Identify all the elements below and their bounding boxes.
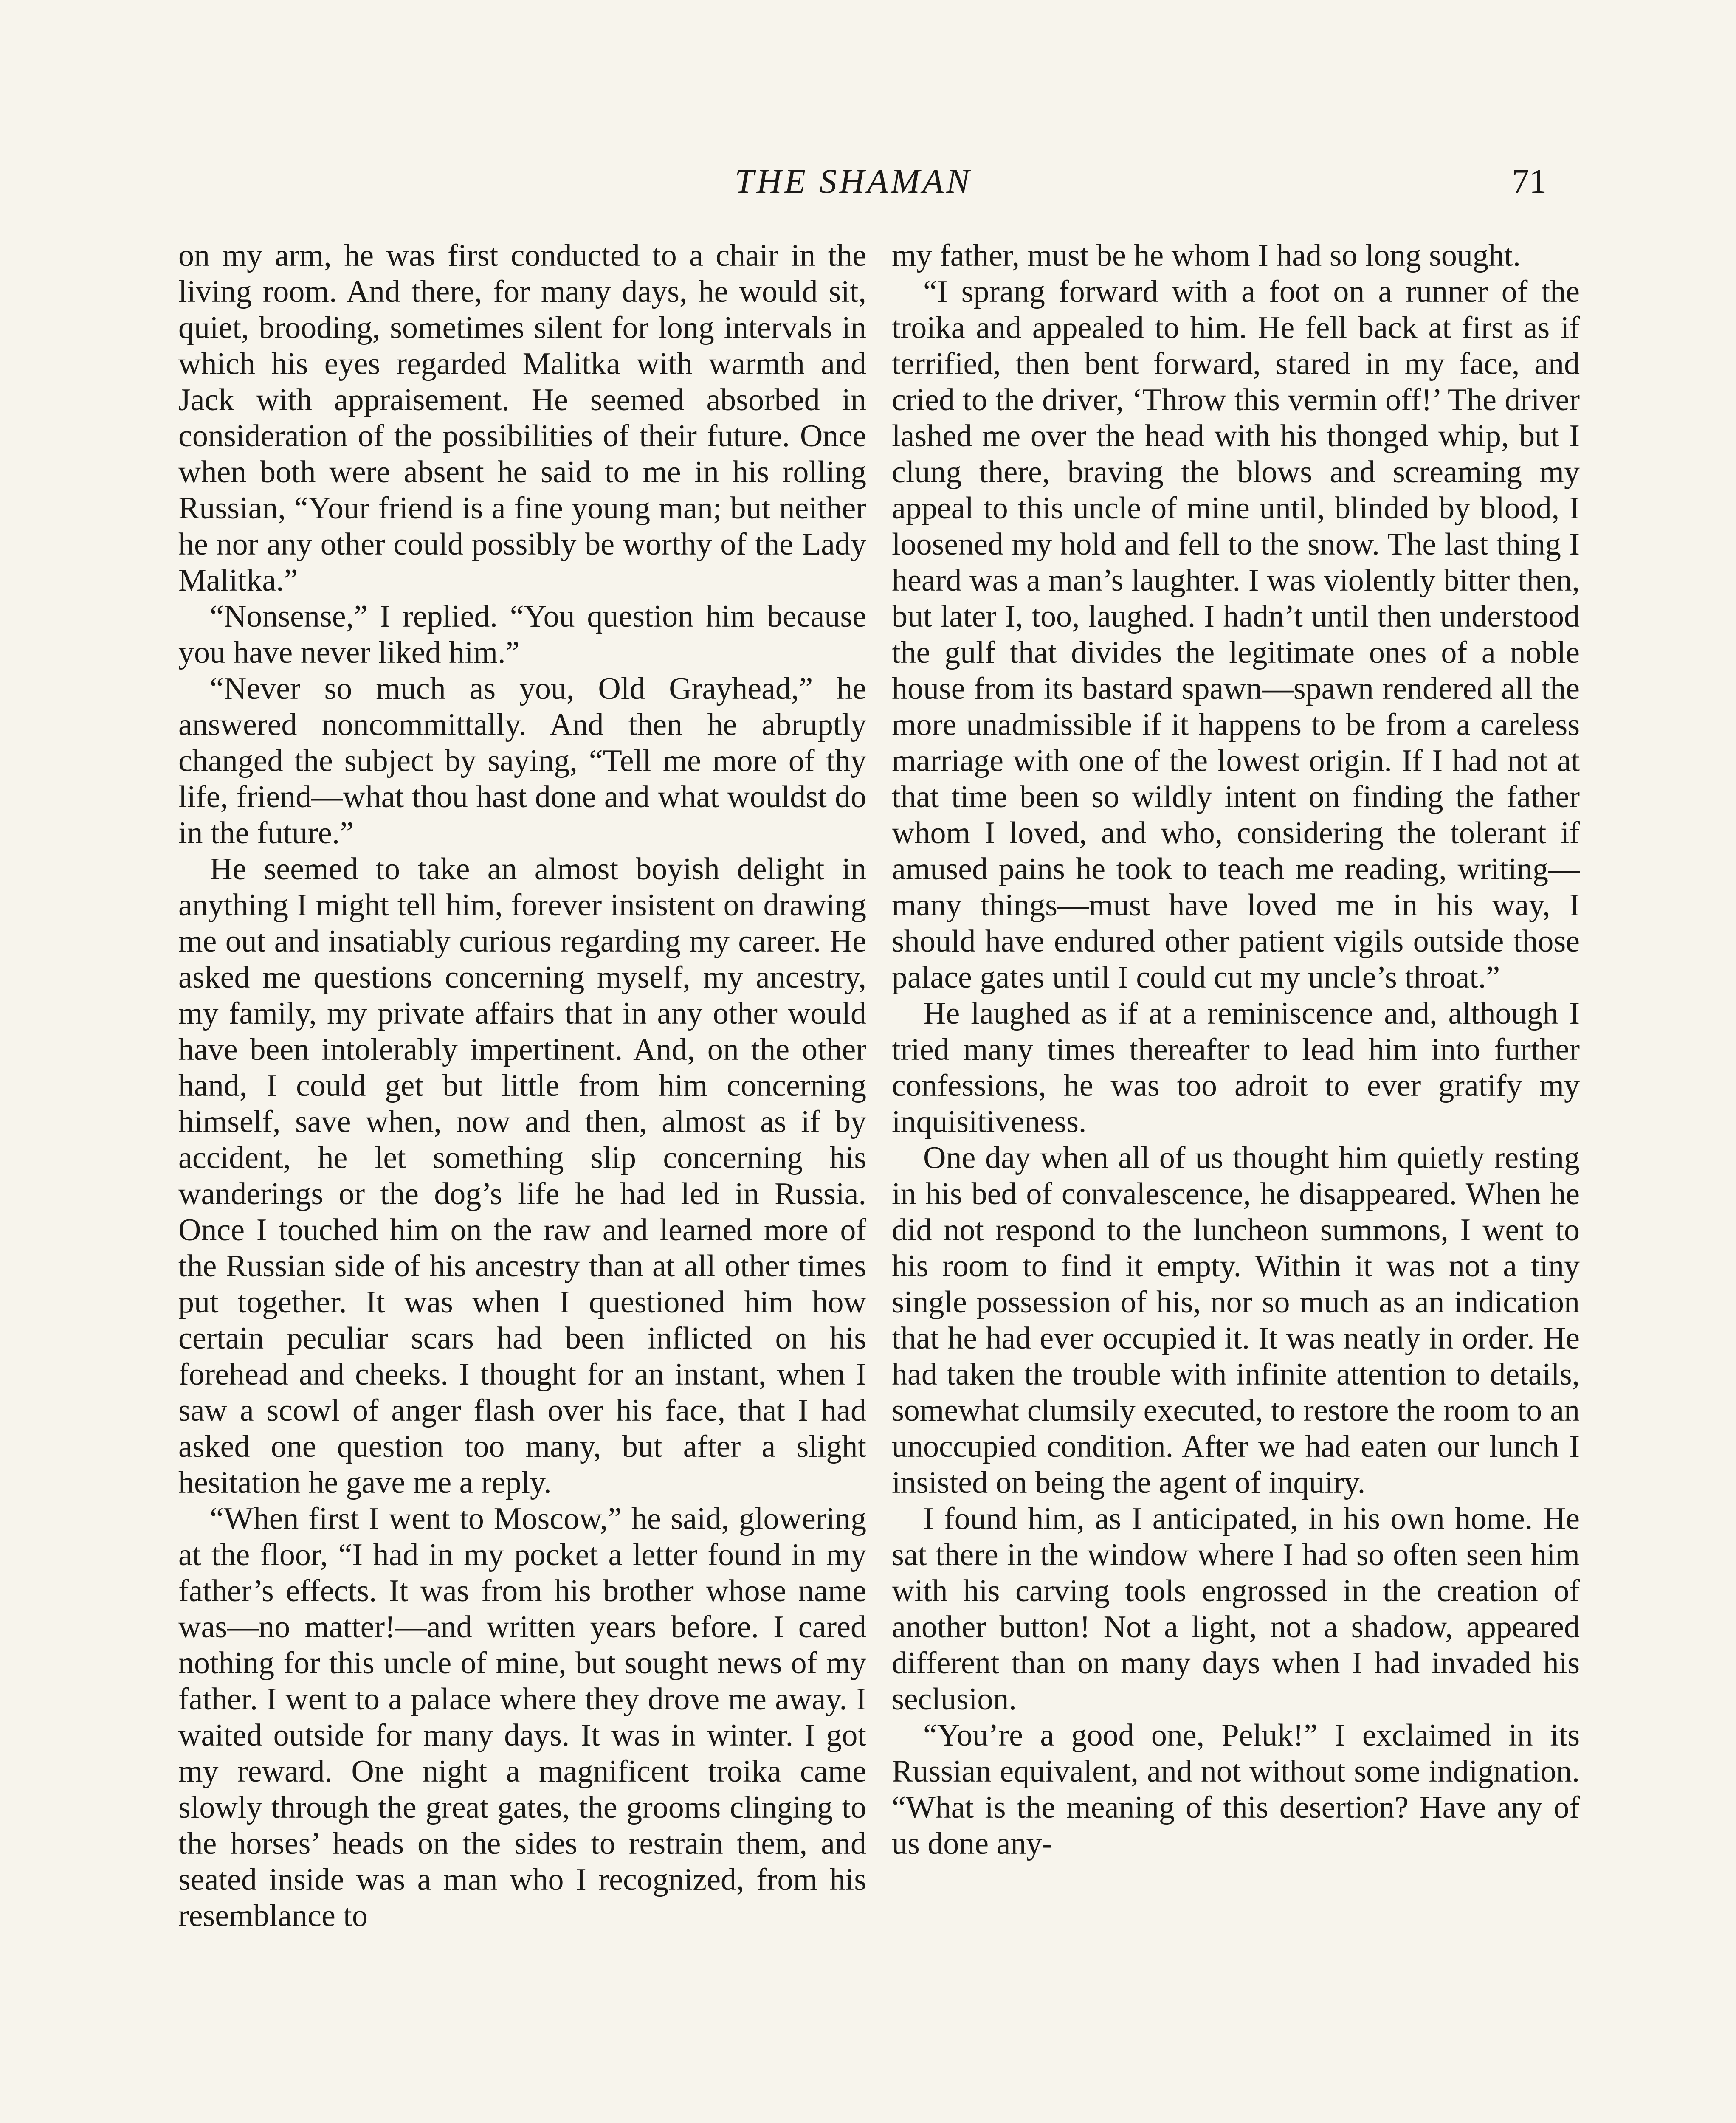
paragraph: He seemed to take an almost boyish delight in anything I might tell him, forever insistent on drawing me out and insatiably curious regarding my career. He asked me questions concerning myself, my ancestry, my family, my private affairs that in any other would have been intolerably impertinent. And, on the other hand, I could get but little from him concerning himself, save when, now and then, almost as if by accident, he let something slip concerning his wanderings or the dog’s life he had led in Russia. Once I touched him on the raw and learned more of the Russian side of his ancestry than at all other times put together. It was when I questioned him how certain peculiar scars had been inflicted on his forehead and cheeks. I thought for an instant, when I saw a scowl of anger flash over his face, that I had asked one question too many, but after a slight hesitation he gave me a reply. bbox=[178, 852, 866, 1500]
left-column bbox=[178, 238, 866, 1934]
paragraph: my father, must be he whom I had so long sought. bbox=[892, 238, 1521, 273]
paragraph: “You’re a good one, Peluk!” I exclaimed in its Russian equivalent, and not without some indignation. “What is the meaning of this desertion? Have any of us done any- bbox=[892, 1718, 1580, 1861]
paragraph: I found him, as I anticipated, in his own home. He sat there in the window where I had so often seen him with his carving tools engrossed in the creation of another button! Not a light, not a shadow, appeared different than on many days when I had invaded his seclusion. bbox=[892, 1501, 1580, 1717]
paragraph: “Never so much as you, Old Grayhead,” he answered noncommittally. And then he abruptly changed the subject by saying, “Tell me more of thy life, friend—what thou hast done and what wouldst do in the future.” bbox=[178, 671, 866, 850]
right-column bbox=[892, 238, 1580, 1862]
paragraph: He laughed as if at a reminiscence and, although I tried many times thereafter to lead him into further confessions, he was too adroit to ever gratify my inquisitiveness. bbox=[892, 996, 1580, 1139]
page-number: 71 bbox=[1512, 162, 1547, 200]
running-title: THE SHAMAN bbox=[735, 162, 972, 200]
paragraph: “I sprang forward with a foot on a runner of the troika and appealed to him. He fell back at first as if terrified, then bent forward, stared in my face, and cried to the driver, ‘Throw this vermin off!’ The driver lashed me over the head with his thonged whip, but I clung there, braving the blows and screaming my appeal to this uncle of mine until, blinded by blood, I loosened my hold and fell to the snow. The last thing I heard was a man’s laughter. I was violently bitter then, but later I, too, laughed. I hadn’t until then understood the gulf that divides the legitimate ones of a noble house from its bastard spawn—spawn rendered all the more unadmissible if it happens to be from a careless marriage with one of the lowest origin. If I had not at that time been so wildly intent on finding the father whom I loved, and who, considering the tolerant if amused pains he took to teach me reading, writing—many things—must have loved me in his way, I should have endured other patient vigils outside those palace gates until I could cut my uncle’s throat.” bbox=[892, 274, 1580, 995]
paragraph: “When first I went to Moscow,” he said, glowering at the floor, “I had in my pocket a letter found in my father’s effects. It was from his brother whose name was—no matter!—and written years before. I cared nothing for this uncle of mine, but sought news of my father. I went to a palace where they drove me away. I waited outside for many days. It was in winter. I got my reward. One night a magnificent troika came slowly through the great gates, the grooms clinging to the horses’ heads on the sides to restrain them, and seated inside was a man who I recognized, from his resemblance to bbox=[178, 1501, 866, 1933]
paragraph: on my arm, he was first conducted to a chair in the living room. And there, for many days, he would sit, quiet, brooding, sometimes silent for long intervals in which his eyes regarded Malitka with warmth and Jack with appraisement. He seemed absorbed in consideration of the possibilities of their future. Once when both were absent he said to me in his rolling Russian, “Your friend is a fine young man; but neither he nor any other could possibly be worthy of the Lady Malitka.” bbox=[178, 238, 866, 598]
paragraph: One day when all of us thought him quietly resting in his bed of convalescence, he disappeared. When he did not respond to the luncheon summons, I went to his room to find it empty. Within it was not a tiny single possession of his, nor so much as an indication that he had ever occupied it. It was neatly in order. He had taken the trouble with infinite attention to details, somewhat clumsily executed, to restore the room to an unoccupied condition. After we had eaten our lunch I insisted on being the agent of inquiry. bbox=[892, 1140, 1580, 1500]
page-header bbox=[0, 161, 1736, 212]
paragraph: “Nonsense,” I replied. “You question him because you have never liked him.” bbox=[178, 599, 866, 670]
